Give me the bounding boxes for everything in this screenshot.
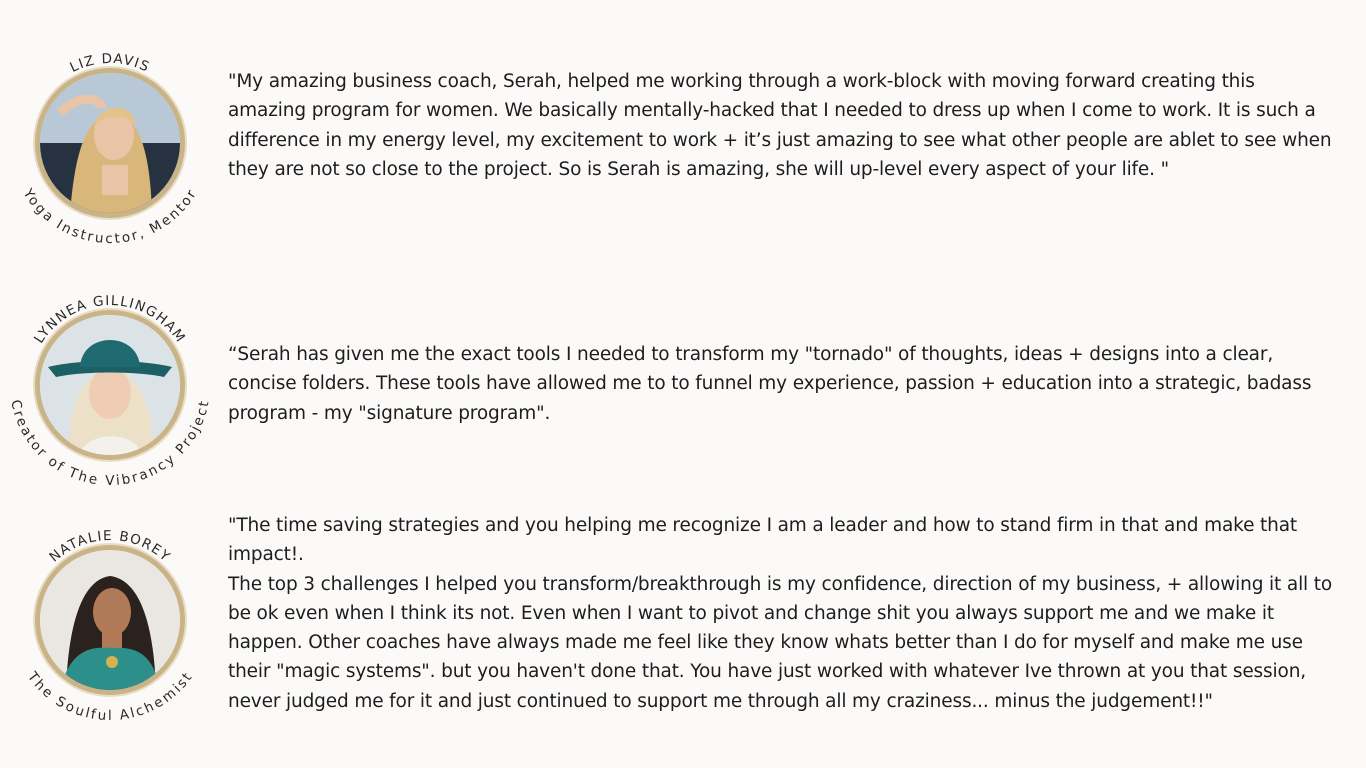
testimonial-name: NATALIE BOREY — [46, 527, 174, 566]
testimonial-quote: "My amazing business coach, Serah, helped me working through a work-block with moving forward creating this amazing program for women. We basically mentally-hacked that I needed to dress up when I come to work. It is such a difference in my energy level, my excitement to work + it’s just amazing to see what other people are ablet to see when they are not so close to the project. So is Serah is amazing, she will up-level every aspect of your life. " — [228, 71, 1332, 180]
profile-badge — [7, 285, 213, 489]
profile-badge — [10, 43, 210, 247]
testimonial-quote: "The time saving strategies and you helping me recognize I am a leader and how to stand firm in that and make that impact!. The top 3 challenges I helped you transform/breakthrough is my confidence, direction of my business, + allowing it all to be ok even when I think its not. Even when I want to pivot and change shit you always support me and we make it happen. Other coaches have always made me feel like they know whats better than I do for myself and make me use their "magic systems". but you haven't done that. You have just worked with whatever Ive thrown at you that session, never judged me for it and just continued to support me through all my craziness... minus the judgement!!" — [228, 515, 1333, 712]
testimonial-role: Yoga Instructor, Mentor — [19, 185, 201, 247]
testimonial-name: LYNNEA GILLINGHAM — [31, 292, 189, 347]
avatar — [40, 315, 180, 455]
testimonial-role: The Soulful Alchemist — [24, 668, 196, 724]
avatar — [40, 550, 180, 690]
testimonial-name: LIZ DAVIS — [67, 50, 153, 76]
testimonial-quote: “Serah has given me the exact tools I needed to transform my "tornado" of thoughts, ideas + designs into a clear, concise folders. These tools have allowed me to to funnel my experience, passion + education into a strategic, badass program - my "signature program". — [228, 344, 1312, 424]
testimonial-role: Creator of The Vibrancy Project — [7, 398, 213, 489]
profile-badge — [10, 520, 210, 724]
avatar — [40, 73, 180, 213]
